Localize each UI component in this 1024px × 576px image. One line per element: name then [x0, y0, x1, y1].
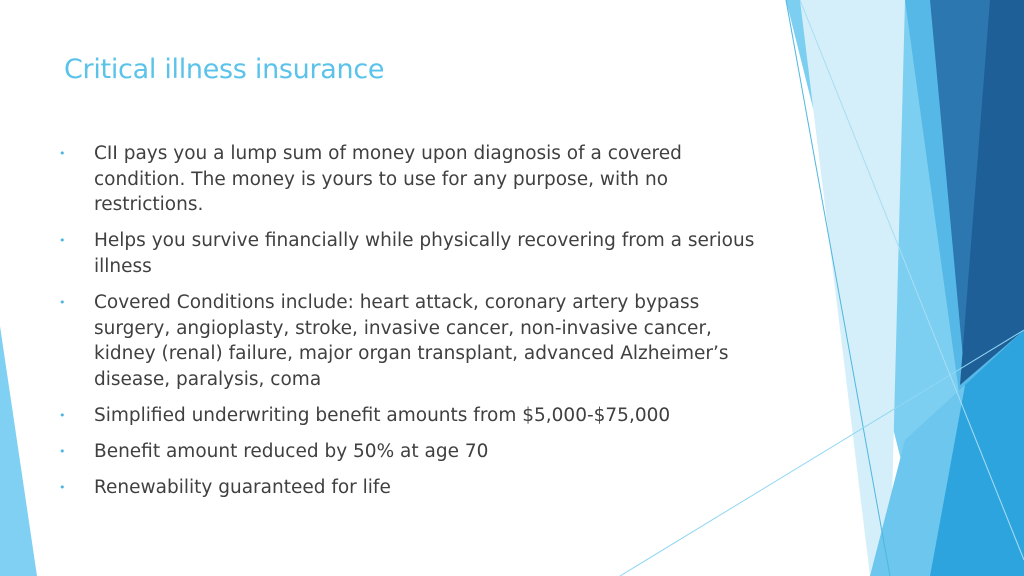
bullet-icon: • — [59, 481, 66, 495]
left-edge-shape — [0, 326, 37, 576]
bullet-icon: • — [59, 147, 66, 160]
bullet-icon: • — [59, 295, 66, 309]
bullet-text: Simplified underwriting benefit amounts from $5,000-$75,000 — [94, 404, 671, 426]
bullet-icon: • — [59, 234, 66, 248]
right-shape-pale — [800, 0, 905, 576]
bullet-list — [58, 141, 758, 511]
bullet-text: Benefit amount reduced by 50% at age 70 — [94, 440, 489, 462]
bullet-text: Renewability guaranteed for life — [94, 477, 391, 499]
bullet-icon: • — [59, 408, 66, 422]
bullet-item — [58, 475, 758, 501]
bullet-item — [58, 228, 758, 279]
bullet-text: Helps you survive financially while physically recovering from a serious illness — [94, 230, 755, 277]
bullet-item — [58, 290, 758, 392]
bullet-icon: • — [59, 444, 66, 458]
bullet-item — [58, 439, 758, 465]
slide-title: Critical illness insurance — [64, 54, 385, 85]
bullet-text: CII pays you a lump sum of money upon diagnosis of a covered condition. The money is yours to use for any purpose, with no restrictions. — [94, 143, 682, 216]
bullet-item — [58, 141, 758, 218]
bullet-text: Covered Conditions include: heart attack, coronary artery bypass surgery, angioplasty, stroke, invasive cancer, non-invasive cancer, kidney (renal) failure, major organ transplant, advanced Alzheimer’s disease, paralysis, coma — [94, 291, 729, 390]
bullet-item — [58, 403, 758, 429]
